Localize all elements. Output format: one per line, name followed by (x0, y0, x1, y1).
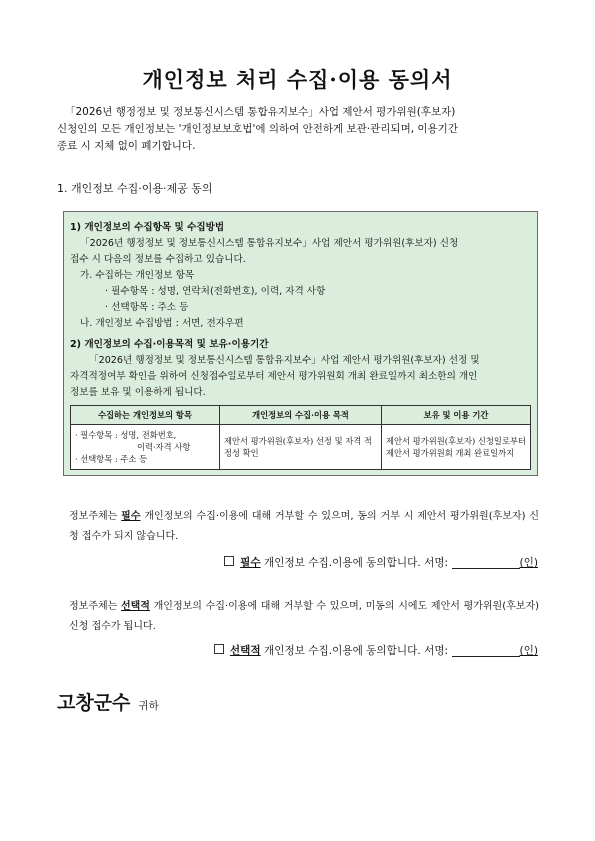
table-header-period: 보유 및 이용 기간 (382, 406, 531, 425)
intro-line-2: 신청인의 모든 개인정보는 '개인정보보호법'에 의하여 안전하게 보관·관리되며, 이용기간 (57, 123, 458, 135)
retention-table (70, 405, 531, 470)
optional-emphasis: 선택적 (120, 601, 150, 612)
optional-consent-notice: 정보주체는 선택적 개인정보의 수집·이용에 대해 거부할 수 있으며, 미동의 시에도 제안서 평가위원(후보자) 신청 접수가 됩니다. (69, 601, 540, 632)
required-emphasis: 필수 (121, 511, 141, 522)
collection-method: 나. 개인정보 수집방법 : 서면, 전자우편 (80, 318, 244, 329)
recipient-suffix: 귀하 (138, 700, 159, 712)
purpose-text-1: 「2026년 행정정보 및 정보통신시스템 통합유지보수」사업 제안서 평가위원(후보자) 선정 및 (89, 355, 480, 366)
collection-text-2: 접수 시 다음의 정보를 수집하고 있습니다. (70, 254, 246, 265)
document-title: 개인정보 처리 수집·이용 동의서 (142, 67, 453, 92)
items-line-3: · 선택항목 : 주소 등 (75, 454, 148, 464)
section-heading: 1. 개인정보 수집·이용·제공 동의 (57, 182, 213, 195)
table-cell-period: 제안서 평가위원(후보자) 신청일로부터 제안서 평가위원회 개최 완료일까지 (382, 425, 531, 470)
purpose-heading: 2) 개인정보의 수집·이용목적 및 보유·이용기간 (70, 339, 269, 350)
table-header-items: 수집하는 개인정보의 항목 (71, 406, 220, 425)
items-line-1: · 필수항목 : 성명, 전화번호, (75, 430, 177, 440)
optional-items: · 선택항목 : 주소 등 (105, 302, 189, 313)
table-cell-purpose: 제안서 평가위원(후보자) 선정 및 자격 적정성 확인 (220, 425, 382, 470)
required-consent-line: 필수 개인정보 수집.이용에 동의합니다. 서명: (인) (224, 555, 538, 570)
collected-items-heading: 가. 수집하는 개인정보 항목 (80, 270, 195, 281)
table-header-purpose: 개인정보의 수집·이용 목적 (220, 406, 382, 425)
intro-line-3: 종료 시 지체 없이 폐기합니다. (57, 140, 196, 152)
collection-text-1: 「2026년 행정정보 및 정보통신시스템 통합유지보수」사업 제안서 평가위원(후보자) 신청 (80, 238, 459, 249)
table-cell-items (71, 425, 220, 470)
required-items: · 필수항목 : 성명, 연락처(전화번호), 이력, 자격 사항 (105, 286, 326, 297)
optional-signature-field[interactable] (452, 644, 520, 657)
optional-consent-line: 선택적 개인정보 수집.이용에 동의합니다. 서명: (인) (214, 643, 538, 658)
collection-heading: 1) 개인정보의 수집항목 및 수집방법 (70, 222, 225, 233)
optional-seal-mark: (인) (519, 645, 538, 657)
table-row (71, 425, 531, 470)
intro-paragraph (57, 104, 539, 155)
purpose-text-2: 자격적정여부 확인을 위하여 신청접수일로부터 제안서 평가위원회 개최 완료일까지 최소한의 개인 (70, 371, 478, 382)
required-signature-field[interactable] (452, 556, 520, 569)
required-seal-mark: (인) (519, 557, 538, 569)
required-consent-notice: 정보주체는 필수 개인정보의 수집·이용에 대해 거부할 수 있으며, 동의 거부 시 제안서 평가위원(후보자) 신청 접수가 되지 않습니다. (69, 511, 539, 542)
recipient (57, 688, 159, 715)
table-header-row (71, 406, 531, 425)
required-consent-checkbox[interactable] (224, 556, 234, 566)
recipient-name: 고창군수 (57, 692, 131, 714)
intro-line-1: 「2026년 행정정보 및 정보통신시스템 통합유지보수」사업 제안서 평가위원(후보자) (65, 106, 456, 118)
info-box (63, 211, 538, 476)
purpose-text-3: 정보를 보유 및 이용하게 됩니다. (70, 387, 206, 398)
optional-consent-checkbox[interactable] (214, 644, 224, 654)
items-line-2: 이력·자격 사항 (137, 442, 191, 452)
